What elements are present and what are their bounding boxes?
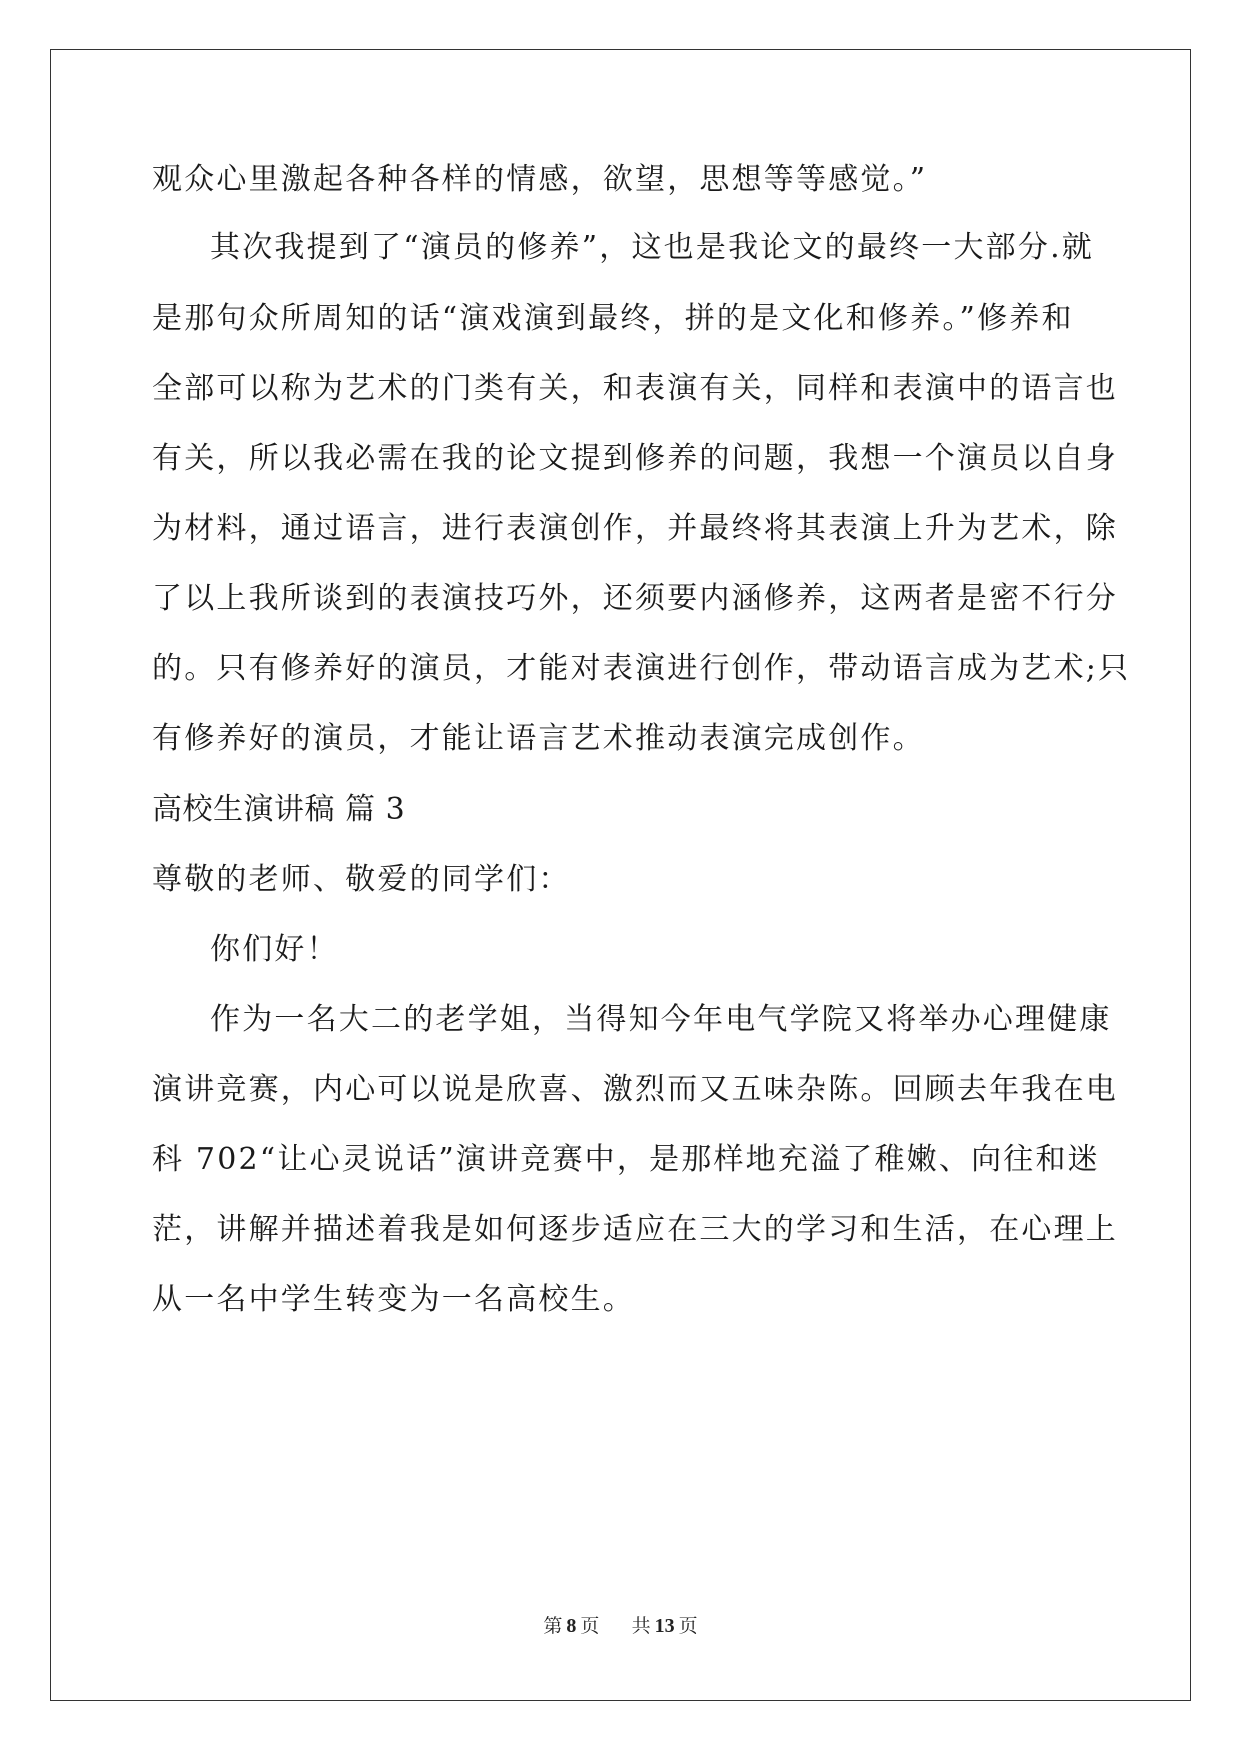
paragraph-line: 从一名中学生转变为一名高校生。 [152, 1282, 635, 1317]
greeting: 你们好！ [210, 932, 339, 967]
paragraph-line: 为材料，通过语言，进行表演创作，并最终将其表演上升为艺术，除 [152, 511, 1118, 546]
paragraph-line: 其次我提到了“演员的修养”，这也是我论文的最终一大部分.就 [210, 230, 1095, 265]
page-total-label [630, 1615, 700, 1637]
total-prefix: 共 [631, 1615, 651, 1637]
paragraph-line: 的。只有修养好的演员，才能对表演进行创作，带动语言成为艺术;只 [152, 651, 1131, 686]
total-page-number: 13 [654, 1615, 675, 1637]
paragraph-line: 有修养好的演员，才能让语言艺术推动表演完成创作。 [152, 721, 925, 756]
salutation: 尊敬的老师、敬爱的同学们： [152, 862, 571, 897]
page-prefix: 第 [543, 1615, 563, 1637]
paragraph-line: 有关，所以我必需在我的论文提到修养的问题，我想一个演员以自身 [152, 441, 1118, 476]
paragraph-line: 作为一名大二的老学姐，当得知今年电气学院又将举办心理健康 [210, 1002, 1112, 1037]
page-unit: 页 [580, 1615, 600, 1637]
paragraph-line: 茫，讲解并描述着我是如何逐步适应在三大的学习和生活，在心理上 [152, 1212, 1118, 1247]
paragraph-line: 观众心里激起各种各样的情感，欲望，思想等等感觉。” [152, 162, 928, 197]
section-heading: 高校生演讲稿 篇 3 [152, 792, 406, 827]
current-page-number: 8 [566, 1615, 577, 1637]
page-footer [0, 1611, 1241, 1638]
page-number-label [541, 1615, 601, 1637]
paragraph-line: 演讲竞赛，内心可以说是欣喜、激烈而又五味杂陈。回顾去年我在电 [152, 1072, 1118, 1107]
paragraph-line: 科 702“让心灵说话”演讲竞赛中，是那样地充溢了稚嫩、向往和迷 [152, 1142, 1100, 1177]
total-unit: 页 [678, 1615, 698, 1637]
paragraph-line: 了以上我所谈到的表演技巧外，还须要内涵修养，这两者是密不行分 [152, 581, 1118, 616]
paragraph-line: 是那句众所周知的话“演戏演到最终，拼的是文化和修养。”修养和 [152, 301, 1074, 336]
paragraph-line: 全部可以称为艺术的门类有关，和表演有关，同样和表演中的语言也 [152, 371, 1118, 406]
